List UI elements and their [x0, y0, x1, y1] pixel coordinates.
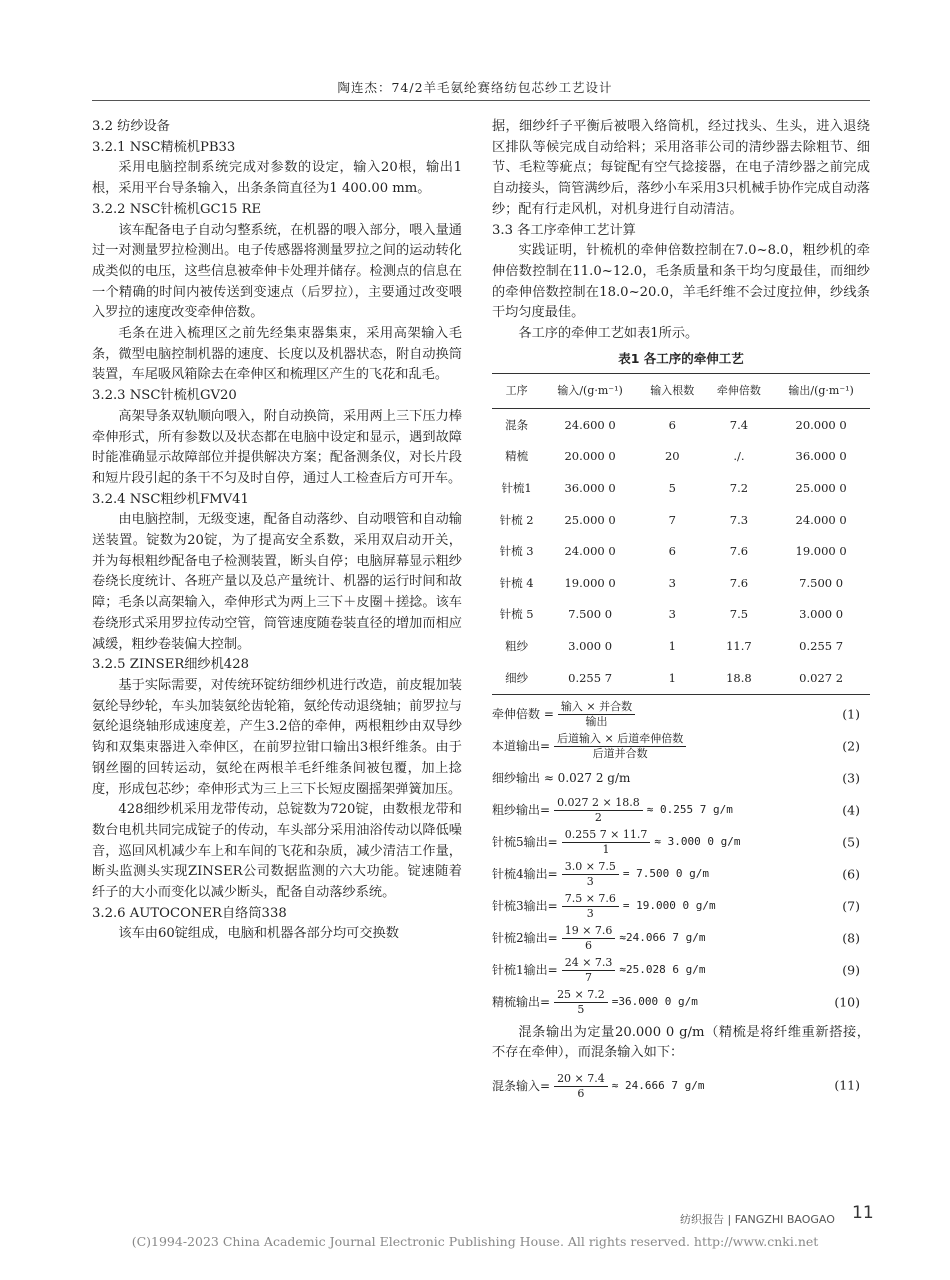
- left-column: [92, 117, 462, 945]
- equation-row: [492, 731, 870, 763]
- equation-label: 细纱输出 ≈ 0.027 2 g/m: [492, 771, 631, 786]
- denominator: 输出: [585, 715, 608, 729]
- table-row: [492, 473, 870, 505]
- numerator: 3.0 × 7.5: [562, 860, 619, 875]
- equation-result: = 7.500 0 g/m: [622, 867, 709, 881]
- paragraph: 该车配备电子自动匀整系统，在机器的喂入部分，喂入量通过一对测量罗拉检测出。电子传感器将测量罗拉之间的运动转化成类似的电压，这些信息被牵伸卡处理并储存。检测点的信息在一个精确的时间内被传送到变速点（后罗拉），主要通过改变喂入罗拉的速度改变牵伸倍数。: [92, 222, 462, 321]
- equation-result: ≈ 0.255 7 g/m: [646, 803, 733, 817]
- paragraph: 实践证明，针梳机的牵伸倍数控制在7.0~8.0，粗纱机的牵伸倍数控制在11.0~12.0，毛条质量和条干均匀度最佳，而细纱的牵伸倍数控制在18.0~20.0，羊毛纤维不会过度拉伸，纱线条干均匀度最佳。: [492, 243, 870, 321]
- table-row: [492, 662, 870, 694]
- fraction: [562, 892, 619, 921]
- table-body: [492, 409, 870, 694]
- table-cell: 7.5: [729, 607, 749, 622]
- equation-row: [492, 859, 870, 891]
- right-text: [492, 117, 870, 345]
- paragraph: 各工序的牵伸工艺如表1所示。: [518, 326, 699, 342]
- table-cell: 19.000 0: [564, 575, 616, 590]
- table-cell: 24.600 0: [564, 417, 616, 432]
- table-cell: 7.2: [729, 481, 749, 496]
- denominator: 1: [602, 843, 610, 857]
- table-header-row: [492, 374, 870, 409]
- equation-number: (4): [842, 802, 860, 818]
- table-cell: 7.4: [729, 417, 749, 432]
- equation-label: 精梳输出=: [492, 995, 551, 1010]
- numerator: 19 × 7.6: [562, 924, 616, 939]
- equation-row: [492, 699, 870, 731]
- table-cell: 19.000 0: [795, 544, 847, 559]
- equation-row: [492, 795, 870, 827]
- denominator: 3: [586, 907, 594, 921]
- table-cell: 36.000 0: [795, 449, 847, 464]
- fraction: [562, 924, 616, 953]
- table-cell: 36.000 0: [564, 481, 616, 496]
- table-cell: 7.6: [729, 544, 749, 559]
- table-header-cell: 输出/(g·m⁻¹): [772, 374, 870, 409]
- table-cell: 7.500 0: [799, 575, 844, 590]
- paragraph: 采用电脑控制系统完成对参数的设定，输入20根，输出1根，采用平台导条输入，出条条筒直径为1 400.00 mm。: [92, 160, 462, 197]
- table-cell: 24.000 0: [564, 544, 616, 559]
- paragraph: 428细纱机采用龙带传动，总锭数为720锭，由数根龙带和数台电机共同完成锭子的传动，车头部分采用油浴传动以降低噪音，巡回风机减少车上和车间的飞花和杂质，减少清洁工作量，断头监测头实现ZINSER公司数据监测的六大功能。锭速随着纤子的大小而变化以减少断头，配备自动落纱系统。: [92, 802, 462, 901]
- denominator: 3: [586, 875, 594, 889]
- table-cell: 18.8: [726, 670, 752, 685]
- section-heading: 3.2.4 NSC粗纱机FMV41: [92, 491, 249, 507]
- table-cell: 针梳1: [501, 481, 532, 496]
- equation-label: 本道输出=: [492, 739, 551, 754]
- table-cell: 针梳 4: [499, 575, 534, 590]
- denominator: 2: [594, 811, 602, 825]
- equation-number: (8): [842, 930, 860, 946]
- table-cell: 7.6: [729, 575, 749, 590]
- equation-11: [492, 1070, 870, 1102]
- table-cell: 3: [668, 607, 676, 622]
- table-row: [492, 441, 870, 473]
- table-cell: 针梳 3: [499, 544, 534, 559]
- table-header-cell: 输入根数: [639, 374, 706, 409]
- section-heading: 3.2.5 ZINSER细纱机428: [92, 657, 249, 673]
- table-row: [492, 567, 870, 599]
- paragraph: 毛条在进入梳理区之前先经集束器集束，采用高架输入毛条，微型电脑控制机器的速度、长度以及机器状态，附自动换筒装置，车尾吸风箱除去在牵伸区和梳理区产生的飞花和乱毛。: [92, 326, 462, 383]
- fraction: [554, 732, 686, 761]
- section-heading: 3.2.6 AUTOCONER自络筒338: [92, 905, 287, 921]
- table-cell: 3.000 0: [799, 607, 844, 622]
- equation-row: [492, 955, 870, 987]
- drafting-table: [492, 373, 870, 694]
- table-row: [492, 409, 870, 441]
- denominator: 6: [585, 939, 593, 953]
- equation-result: ≈ 24.666 7 g/m: [611, 1078, 705, 1092]
- equation-number: (11): [834, 1077, 860, 1093]
- fraction: [562, 956, 616, 985]
- equation-number: (3): [842, 770, 860, 786]
- equation-result: = 19.000 0 g/m: [622, 899, 716, 913]
- table-cell: 6: [668, 417, 676, 432]
- numerator: 7.5 × 7.6: [562, 892, 619, 907]
- equation-row: [492, 1070, 870, 1102]
- numerator: 24 × 7.3: [562, 956, 616, 971]
- equations: [492, 699, 870, 1019]
- header-rule: [92, 100, 870, 101]
- denominator: 7: [585, 971, 593, 985]
- numerator: 输入 × 并合数: [558, 700, 635, 715]
- equation-row: [492, 987, 870, 1019]
- equation-label: 针梳2输出=: [492, 931, 558, 946]
- table-cell: 0.255 7: [799, 639, 844, 654]
- table-cell: 粗纱: [505, 639, 529, 654]
- equation-label: 针梳4输出=: [492, 867, 558, 882]
- paragraph: 由电脑控制，无级变速，配备自动落纱、自动喂管和自动输送装置。锭数为20锭，为了提高安全系数，采用双启动开关，并为每根粗纱配备电子检测装置，断头自停；电脑屏幕显示粗纱卷绕长度统计、各班产量以及总产量统计、机器的运行时间和故障；毛条以高架输入，牵伸形式为两上三下＋皮圈＋搓捻。该车卷绕形式采用罗拉传动空管，筒管速度随卷装直径的增加而相应减缓，粗纱卷装偏大控制。: [92, 512, 462, 652]
- equation-row: [492, 891, 870, 923]
- equation-number: (5): [842, 834, 860, 850]
- page-number: 11: [852, 1203, 874, 1223]
- table-cell: 7: [668, 512, 676, 527]
- table-cell: 针梳 5: [499, 607, 534, 622]
- table-row: [492, 504, 870, 536]
- table-title: 表1 各工序的牵伸工艺: [618, 350, 744, 366]
- section-heading: 3.3 各工序牵伸工艺计算: [492, 222, 636, 238]
- equation-number: (10): [834, 994, 860, 1010]
- table-cell: 1: [668, 670, 676, 685]
- table-cell: 0.255 7: [568, 670, 613, 685]
- equation-result: =36.000 0 g/m: [611, 995, 698, 1009]
- section-heading: 3.2.1 NSC精梳机PB33: [92, 139, 236, 155]
- journal-name: 纺织报告 | FANGZHI BAOGAO: [680, 1213, 835, 1226]
- fraction: [562, 828, 651, 857]
- table-cell: 5: [668, 481, 676, 496]
- table-header-cell: 工序: [492, 374, 541, 409]
- table-cell: 7.500 0: [568, 607, 613, 622]
- equation-result: ≈25.028 6 g/m: [619, 963, 706, 977]
- table-cell: 20.000 0: [795, 417, 847, 432]
- equation-result: ≈ 3.000 0 g/m: [654, 835, 741, 849]
- table-cell: ./.: [733, 449, 745, 464]
- equation-number: (9): [842, 962, 860, 978]
- equation-number: (6): [842, 866, 860, 882]
- section-heading: 3.2.3 NSC针梳机GV20: [92, 388, 237, 404]
- equation-result: ≈24.066 7 g/m: [619, 931, 706, 945]
- equation-number: (1): [842, 706, 860, 722]
- table-cell: 20.000 0: [564, 449, 616, 464]
- paragraph: 高架导条双轨顺向喂入，附自动换筒，采用两上三下压力棒牵伸形式，所有参数以及状态都在电脑中设定和显示，遇到故障时能准确显示故障部位并提供解决方案；配备测条仪，对长片段和短片段引起的条干不匀及时自停，通过人工检查后方可开车。: [92, 408, 462, 486]
- denominator: 6: [577, 1086, 585, 1100]
- table-header-cell: 牵伸倍数: [706, 374, 773, 409]
- numerator: 0.027 2 × 18.8: [554, 796, 643, 811]
- table-cell: 3.000 0: [568, 639, 613, 654]
- table-cell: 针梳 2: [499, 512, 534, 527]
- after-equation-text: 混条输出为定量20.000 0 g/m（精梳是将纤维重新搭接，不存在牵伸），而混条输入如下：: [492, 1024, 870, 1061]
- numerator: 0.255 7 × 11.7: [562, 828, 651, 843]
- equation-label: 混条输入=: [492, 1078, 551, 1093]
- table-cell: 20: [664, 449, 680, 464]
- table-row: [492, 536, 870, 568]
- table-cell: 11.7: [726, 639, 752, 654]
- section-heading: 3.2.2 NSC针梳机GC15 RE: [92, 201, 262, 217]
- equation-number: (7): [842, 898, 860, 914]
- section-heading: 3.2 纺纱设备: [92, 119, 170, 134]
- table-cell: 混条: [505, 417, 529, 432]
- equation-row: [492, 827, 870, 859]
- table-cell: 24.000 0: [795, 512, 847, 527]
- equation-label: 粗纱输出=: [492, 803, 551, 818]
- table-header-cell: 输入/(g·m⁻¹): [541, 374, 639, 409]
- table-cell: 25.000 0: [564, 512, 616, 527]
- denominator: 后道并合数: [592, 747, 648, 761]
- running-header: 陶连杰：74/2羊毛氨纶赛络纺包芯纱工艺设计: [337, 80, 613, 95]
- paragraph: 该车由60锭组成，电脑和机器各部分均可交换数: [118, 926, 399, 942]
- table-cell: 7.3: [729, 512, 749, 527]
- equation-number: (2): [842, 738, 860, 754]
- fraction: [562, 860, 619, 889]
- table-cell: 3: [668, 575, 676, 590]
- table-cell: 0.027 2: [799, 670, 844, 685]
- equation-row: [492, 763, 870, 795]
- numerator: 后道输入 × 后道牵伸倍数: [554, 732, 686, 747]
- copyright-line: (C)1994-2023 China Academic Journal Electronic Publishing House. All rights reserved. http://www.cnki.net: [131, 1234, 819, 1249]
- equation-label: 牵伸倍数 =: [492, 707, 554, 722]
- table-row: [492, 631, 870, 663]
- table-cell: 6: [668, 544, 676, 559]
- equation-label: 针梳5输出=: [492, 835, 558, 850]
- table-cell: 细纱: [505, 670, 529, 685]
- equation-row: [492, 923, 870, 955]
- fraction: [558, 700, 635, 729]
- numerator: 20 × 7.4: [554, 1072, 608, 1087]
- table-cell: 25.000 0: [795, 481, 847, 496]
- paragraph: 基于实际需要，对传统环锭纺细纱机进行改造，前皮辊加装氨纶导纱轮，车头加装氨纶齿轮箱，氨纶传动退绕轴；前罗拉与氨纶退绕轴形成速度差，产生3.2倍的牵伸，两根粗纱由双导纱钩和双集束器进入牵伸区，在前罗拉钳口输出3根纤维条。由于钢丝圈的回转运动，氨纶在两根羊毛纤维条间被包覆，加上捻度，形成包芯纱；牵伸形式为三上三下长短皮圈摇架弹簧加压。: [92, 677, 462, 797]
- table-cell: 精梳: [505, 449, 529, 464]
- fraction: [554, 988, 608, 1017]
- numerator: 25 × 7.2: [554, 988, 608, 1003]
- equation-label: 针梳3输出=: [492, 899, 558, 914]
- paragraph: 据，细纱纤子平衡后被喂入络筒机，经过找头、生头，进入退绕区排队等候完成自动给料；采用洛菲公司的清纱器去除粗节、细节、毛粒等疵点；每锭配有空气捻接器，在电子清纱器之前完成自动接头，筒管满纱后，落纱小车采用3只机械手协作完成自动落纱；配有行走风机，对机身进行自动清洁。: [492, 119, 870, 217]
- fraction: [554, 1072, 608, 1101]
- equation-label: 针梳1输出=: [492, 963, 558, 978]
- right-column: [492, 117, 870, 1102]
- table-row: [492, 599, 870, 631]
- fraction: [554, 796, 643, 825]
- table-cell: 1: [668, 639, 676, 654]
- denominator: 5: [577, 1003, 585, 1017]
